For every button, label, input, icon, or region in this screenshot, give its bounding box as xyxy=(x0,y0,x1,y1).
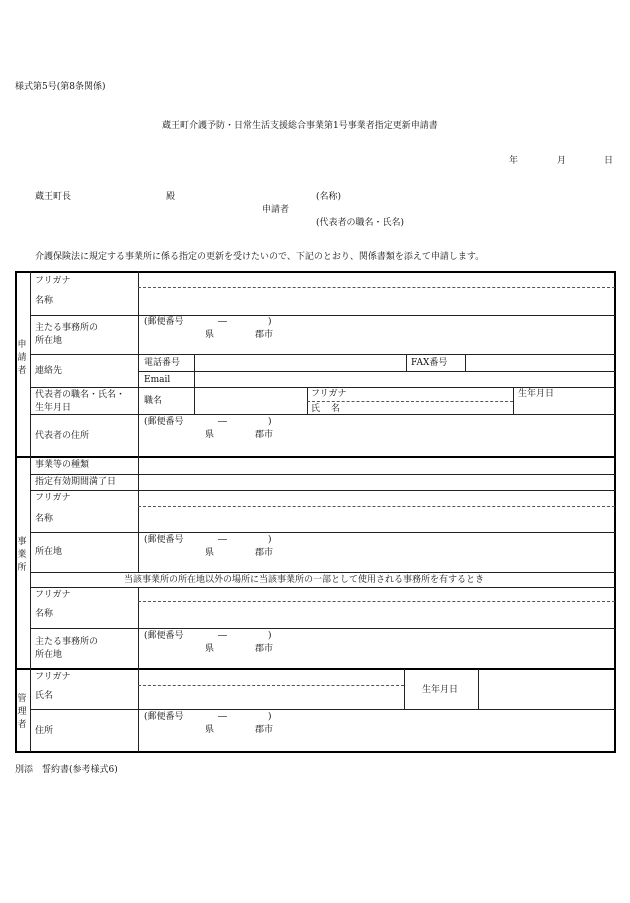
rep-title-label: 職名 xyxy=(144,396,163,406)
attachment-note: 別添 誓約書(参考様式6) xyxy=(15,765,118,775)
office-postal-close: ) xyxy=(268,535,272,545)
rep-address-label: 代表者の住所 xyxy=(35,431,90,441)
section-manager-label: 管理者 xyxy=(17,694,27,730)
section-office-label: 事業所 xyxy=(17,537,27,573)
business-type-label: 事業等の種類 xyxy=(35,460,90,470)
office-location-label: 所在地 xyxy=(35,547,63,557)
main-office-label-2: 所在地 xyxy=(35,336,63,346)
rep-postal-dash: ― xyxy=(218,417,227,427)
other-postal-dash: ― xyxy=(218,631,227,641)
manager-postal-label: (郵便番号 xyxy=(144,712,184,722)
date-year-label: 年 xyxy=(509,156,519,166)
office-county-city-label: 郡市 xyxy=(255,548,274,558)
postal-dash: ― xyxy=(218,317,227,327)
manager-postal-dash: ― xyxy=(218,712,227,722)
manager-county-city-label: 郡市 xyxy=(255,725,274,735)
postal-label: (郵便番号 xyxy=(144,317,184,327)
rep-postal-label: (郵便番号 xyxy=(144,417,184,427)
expiry-label: 指定有効期間満了日 xyxy=(35,477,117,487)
other-office-label: 当該事業所の所在地以外の場所に当該事業所の一部として使用される事務所を有するとき xyxy=(124,575,485,585)
office-name-label: 名称 xyxy=(35,514,54,524)
date-month-label: 月 xyxy=(557,156,567,166)
intro-text: 介護保険法に規定する事業所に係る指定の更新を受けたいので、下記のとおり、関係書類を添えて申請します。 xyxy=(35,252,485,262)
office-postal-label: (郵便番号 xyxy=(144,535,184,545)
manager-address-label: 住所 xyxy=(35,726,54,736)
manager-birthdate-label: 生年月日 xyxy=(422,685,459,695)
other-main-office-label-2: 所在地 xyxy=(35,650,63,660)
manager-name-label: 氏名 xyxy=(35,691,54,701)
other-postal-label: (郵便番号 xyxy=(144,631,184,641)
prefecture-label: 県 xyxy=(205,330,215,340)
postal-close: ) xyxy=(268,317,272,327)
other-main-office-label-1: 主たる事務所の xyxy=(35,637,99,647)
office-furigana-label: フリガナ xyxy=(35,493,71,503)
date-day-label: 日 xyxy=(604,156,614,166)
section-applicant-label: 申請者 xyxy=(17,340,27,376)
rep-furigana-label: フリガナ xyxy=(311,389,347,399)
manager-prefecture-label: 県 xyxy=(205,725,215,735)
addressee-mayor: 蔵王町長 xyxy=(35,192,72,202)
rep-birthdate-label: 生年月日 xyxy=(518,389,555,399)
office-prefecture-label: 県 xyxy=(205,548,215,558)
office-postal-dash: ― xyxy=(218,535,227,545)
addressee-honorific: 殿 xyxy=(166,192,176,202)
rep-name-first-label: 氏 xyxy=(311,404,321,414)
manager-furigana-label: フリガナ xyxy=(35,672,71,682)
applicant-rep-label: (代表者の職名・氏名) xyxy=(316,218,405,228)
email-label: Email xyxy=(144,375,171,385)
other-postal-close: ) xyxy=(268,631,272,641)
applicant-name-field-label: 名称 xyxy=(35,296,54,306)
rep-label-1: 代表者の職名・氏名・ xyxy=(35,390,126,400)
rep-name-last-label: 名 xyxy=(331,404,341,414)
rep-label-2: 生年月日 xyxy=(35,403,72,413)
rep-prefecture-label: 県 xyxy=(205,430,215,440)
county-city-label: 郡市 xyxy=(255,330,274,340)
main-office-label-1: 主たる事務所の xyxy=(35,323,99,333)
other-office-name-label: 名称 xyxy=(35,609,54,619)
applicant-name-label: (名称) xyxy=(316,192,342,202)
other-county-city-label: 郡市 xyxy=(255,644,274,654)
rep-postal-close: ) xyxy=(268,417,272,427)
form-number: 様式第5号(第8条関係) xyxy=(15,82,106,92)
contact-label: 連絡先 xyxy=(35,366,63,376)
phone-label: 電話番号 xyxy=(144,358,181,368)
rep-county-city-label: 郡市 xyxy=(255,430,274,440)
other-prefecture-label: 県 xyxy=(205,644,215,654)
applicant-furigana-label: フリガナ xyxy=(35,276,71,286)
form-title: 蔵王町介護予防・日常生活支援総合事業第1号事業者指定更新申請書 xyxy=(162,121,438,131)
manager-postal-close: ) xyxy=(268,712,272,722)
fax-label: FAX番号 xyxy=(411,358,448,368)
other-office-furigana-label: フリガナ xyxy=(35,590,71,600)
applicant-label: 申請者 xyxy=(262,205,290,215)
